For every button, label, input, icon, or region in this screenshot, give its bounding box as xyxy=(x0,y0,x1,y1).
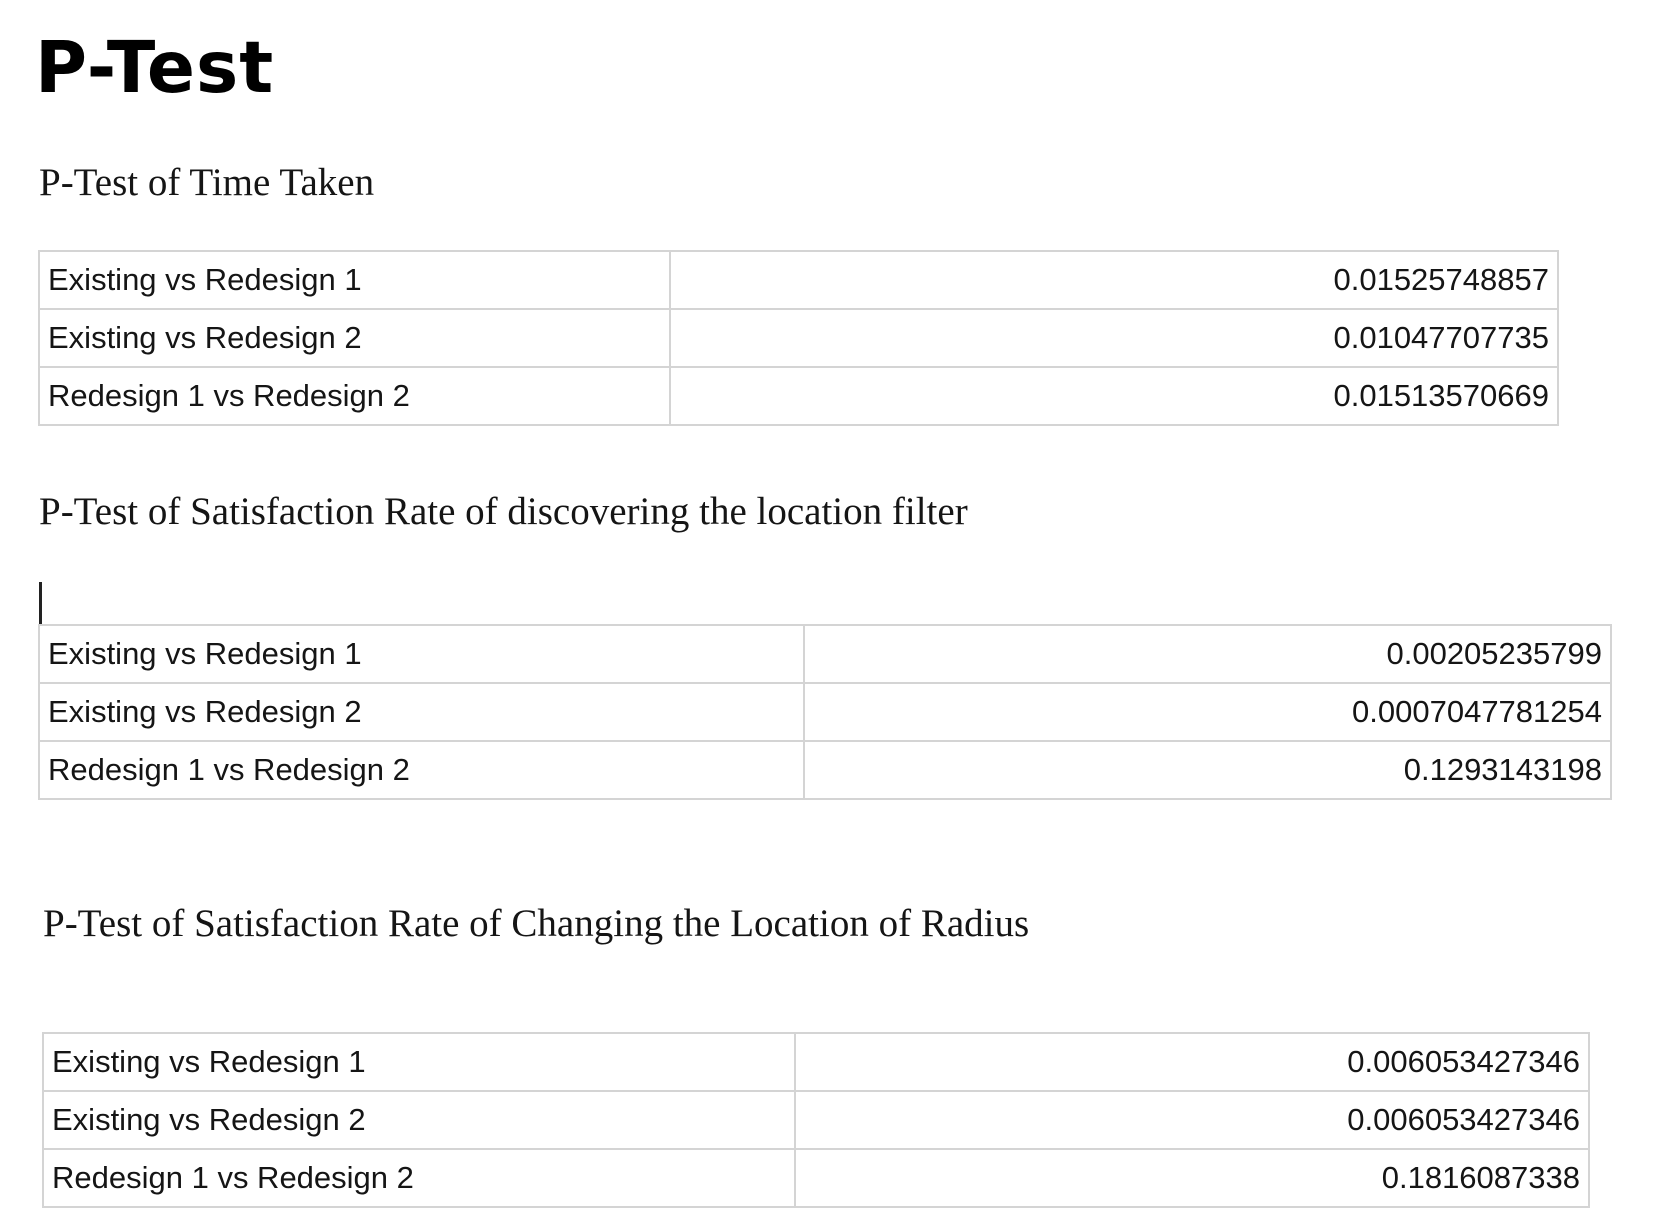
ptest-table-time-taken xyxy=(38,250,1559,426)
comparison-label[interactable]: Existing vs Redesign 2 xyxy=(39,309,670,367)
comparison-label[interactable]: Existing vs Redesign 1 xyxy=(39,251,670,309)
p-value[interactable]: 0.0007047781254 xyxy=(804,683,1611,741)
ptest-table-location-radius xyxy=(42,1032,1590,1208)
p-value[interactable]: 0.01047707735 xyxy=(670,309,1558,367)
p-value[interactable]: 0.006053427346 xyxy=(795,1091,1589,1149)
table-row xyxy=(43,1149,1589,1207)
ptest-table-location-filter xyxy=(38,624,1612,800)
comparison-label[interactable]: Redesign 1 vs Redesign 2 xyxy=(39,367,670,425)
text-cursor xyxy=(39,582,42,624)
table-row xyxy=(43,1033,1589,1091)
section-heading-time-taken: P-Test of Time Taken xyxy=(39,161,375,204)
comparison-label[interactable]: Redesign 1 vs Redesign 2 xyxy=(39,741,804,799)
p-value[interactable]: 0.01525748857 xyxy=(670,251,1558,309)
table-row xyxy=(43,1091,1589,1149)
p-value[interactable]: 0.00205235799 xyxy=(804,625,1611,683)
p-value[interactable]: 0.01513570669 xyxy=(670,367,1558,425)
table-row xyxy=(39,625,1611,683)
p-value[interactable]: 0.1293143198 xyxy=(804,741,1611,799)
comparison-label[interactable]: Existing vs Redesign 1 xyxy=(43,1033,795,1091)
comparison-label[interactable]: Existing vs Redesign 2 xyxy=(39,683,804,741)
p-value[interactable]: 0.1816087338 xyxy=(795,1149,1589,1207)
table-row xyxy=(39,367,1558,425)
table-row xyxy=(39,309,1558,367)
p-value[interactable]: 0.006053427346 xyxy=(795,1033,1589,1091)
table-row xyxy=(39,251,1558,309)
comparison-label[interactable]: Existing vs Redesign 1 xyxy=(39,625,804,683)
section-heading-location-filter: P-Test of Satisfaction Rate of discovering the location filter xyxy=(39,490,968,533)
table-row xyxy=(39,741,1611,799)
section-heading-location-radius: P-Test of Satisfaction Rate of Changing the Location of Radius xyxy=(43,902,1030,945)
table-row xyxy=(39,683,1611,741)
comparison-label[interactable]: Existing vs Redesign 2 xyxy=(43,1091,795,1149)
page-title: P-Test xyxy=(35,26,275,109)
comparison-label[interactable]: Redesign 1 vs Redesign 2 xyxy=(43,1149,795,1207)
